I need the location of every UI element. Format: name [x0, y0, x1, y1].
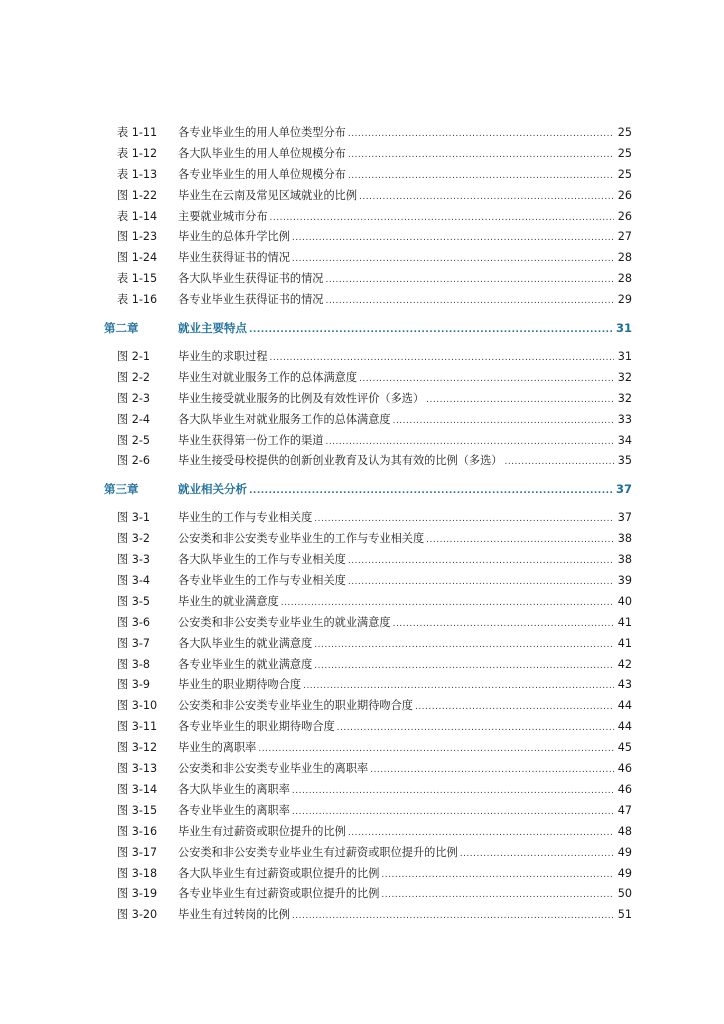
toc-entry[interactable] [104, 675, 632, 696]
entry-label: 图 3-8 [117, 657, 151, 671]
toc-entry[interactable] [104, 780, 632, 801]
entry-title: 公安类和非公安类专业毕业生的离职率 [178, 762, 369, 776]
entry-label: 图 3-14 [117, 782, 158, 796]
entry-title: 各大队毕业生的就业满意度 [178, 636, 313, 650]
dot-leader [270, 348, 614, 369]
entry-label: 图 3-17 [117, 845, 158, 859]
toc-entry[interactable] [104, 801, 632, 822]
dot-leader [292, 781, 614, 802]
toc-entry[interactable] [104, 696, 632, 717]
entry-label: 图 2-6 [117, 454, 151, 468]
entry-label: 表 1-15 [117, 272, 158, 286]
toc-entry[interactable] [104, 410, 632, 431]
entry-label: 图 3-6 [117, 615, 151, 629]
entry-label: 表 1-16 [117, 293, 158, 307]
page-number: 34 [617, 433, 632, 447]
dot-leader [359, 369, 614, 390]
entry-title: 各专业毕业生有过薪资或职位提升的比例 [178, 887, 380, 901]
entry-title: 主要就业城市分布 [178, 209, 268, 223]
toc-entry[interactable] [104, 290, 632, 311]
dot-leader [325, 432, 614, 453]
toc-entry[interactable] [104, 884, 632, 905]
entry-label: 图 2-5 [117, 433, 151, 447]
dot-leader [249, 481, 614, 502]
entry-title: 各专业毕业生的职业期待吻合度 [178, 720, 335, 734]
chapter-label: 第二章 [104, 321, 139, 336]
page-number: 37 [617, 511, 632, 525]
entry-label: 图 2-3 [117, 391, 151, 405]
entry-title: 毕业生获得证书的情况 [178, 251, 290, 265]
entry-label: 图 3-3 [117, 553, 151, 567]
dot-leader [314, 656, 614, 677]
entry-title: 毕业生有过薪资或职位提升的比例 [178, 824, 346, 838]
page-number: 37 [616, 482, 633, 497]
dot-leader [258, 739, 614, 760]
toc-entry[interactable] [104, 613, 632, 634]
entry-title: 毕业生有过转岗的比例 [178, 908, 290, 922]
entry-label: 表 1-11 [117, 126, 158, 139]
toc-entry[interactable] [104, 207, 632, 228]
dot-leader [348, 124, 614, 145]
toc-entry[interactable] [104, 738, 632, 759]
entry-title: 各专业毕业生获得证书的情况 [178, 293, 324, 307]
dot-leader [325, 291, 614, 312]
entry-label: 图 3-20 [117, 908, 158, 922]
dot-leader [381, 865, 614, 886]
toc-entry[interactable] [104, 634, 632, 655]
dot-leader [393, 614, 614, 635]
dot-leader [348, 572, 614, 593]
toc-entry[interactable] [104, 186, 632, 207]
page-number: 48 [617, 824, 632, 838]
entry-label: 图 2-2 [117, 370, 151, 384]
entry-label: 图 3-15 [117, 803, 158, 817]
entry-label: 表 1-12 [117, 146, 158, 160]
entry-title: 毕业生接受就业服务的比例及有效性评价（多选） [178, 391, 425, 405]
entry-label: 图 3-19 [117, 887, 158, 901]
entry-title: 各大队毕业生对就业服务工作的总体满意度 [178, 412, 391, 426]
entry-title: 各大队毕业生的用人单位规模分布 [178, 146, 346, 160]
page-number: 51 [617, 908, 632, 922]
entry-label: 图 3-1 [117, 511, 151, 525]
toc-entry[interactable] [104, 227, 632, 248]
dot-leader [348, 166, 614, 187]
entry-title: 毕业生的工作与专业相关度 [178, 511, 313, 525]
dot-leader [292, 228, 614, 249]
dot-leader [359, 187, 614, 208]
page-number: 46 [617, 782, 632, 796]
entry-title: 毕业生对就业服务工作的总体满意度 [178, 370, 358, 384]
dot-leader [348, 551, 614, 572]
dot-leader [460, 844, 614, 865]
entry-label: 表 1-13 [117, 167, 158, 181]
dot-leader [314, 635, 614, 656]
toc-entry[interactable] [104, 571, 632, 592]
page-number: 49 [617, 866, 632, 880]
dot-leader [426, 530, 614, 551]
page-number: 49 [617, 845, 632, 859]
entry-label: 图 3-11 [117, 720, 158, 734]
entry-title: 各大队毕业生有过薪资或职位提升的比例 [178, 866, 380, 880]
toc-entry[interactable] [104, 389, 632, 410]
page-number: 28 [617, 251, 632, 265]
entry-label: 图 3-7 [117, 636, 151, 650]
entry-title: 公安类和非公安类专业毕业生有过薪资或职位提升的比例 [178, 845, 458, 859]
chapter-title: 就业相关分析 [178, 482, 247, 497]
entry-label: 图 3-9 [117, 678, 151, 692]
page-number: 38 [617, 532, 632, 546]
dot-leader [314, 509, 614, 530]
toc-entry[interactable] [104, 864, 632, 885]
dot-leader [415, 697, 614, 718]
entry-title: 公安类和非公安类专业毕业生的职业期待吻合度 [178, 699, 413, 713]
page-number: 35 [617, 454, 632, 468]
dot-leader [504, 452, 614, 473]
toc-entry[interactable] [104, 717, 632, 738]
toc-entry[interactable] [104, 248, 632, 269]
entry-label: 图 1-23 [117, 230, 158, 244]
entry-label: 图 3-12 [117, 741, 158, 755]
page-number: 40 [617, 594, 632, 608]
page-number: 28 [617, 272, 632, 286]
entry-label: 图 3-13 [117, 762, 158, 776]
page-number: 39 [617, 574, 632, 588]
page-number: 25 [617, 126, 632, 139]
entry-title: 公安类和非公安类专业毕业生的工作与专业相关度 [178, 532, 425, 546]
page-number: 29 [617, 293, 632, 307]
entry-label: 图 1-24 [117, 251, 158, 265]
page-number: 33 [617, 412, 632, 426]
toc-entry[interactable] [104, 905, 632, 926]
page-number: 32 [617, 391, 632, 405]
entry-title: 公安类和非公安类专业毕业生的就业满意度 [178, 615, 391, 629]
entry-title: 各专业毕业生的离职率 [178, 803, 290, 817]
page-number: 25 [617, 146, 632, 160]
toc-entry[interactable] [104, 123, 632, 144]
entry-label: 表 1-14 [117, 209, 158, 223]
dot-leader [348, 145, 614, 166]
entry-title: 毕业生的离职率 [178, 741, 257, 755]
chapter-label: 第三章 [104, 482, 139, 497]
dot-leader [393, 411, 614, 432]
toc-chapter-heading[interactable] [104, 479, 632, 501]
toc-entry[interactable] [104, 431, 632, 452]
toc-chapter-heading[interactable] [104, 318, 632, 340]
dot-leader [381, 885, 614, 906]
entry-title: 各专业毕业生的用人单位规模分布 [178, 167, 346, 181]
toc-entry[interactable] [104, 269, 632, 290]
entry-label: 图 3-4 [117, 574, 151, 588]
entry-label: 图 2-1 [117, 350, 151, 364]
page-number: 26 [617, 209, 632, 223]
toc-entry[interactable] [104, 759, 632, 780]
toc-entry[interactable] [104, 550, 632, 571]
page-number: 38 [617, 553, 632, 567]
entry-label: 图 3-2 [117, 532, 151, 546]
chapter-title: 就业主要特点 [178, 321, 247, 336]
dot-leader [426, 390, 614, 411]
page-number: 42 [617, 657, 632, 671]
entry-title: 各大队毕业生的工作与专业相关度 [178, 553, 346, 567]
page-number: 41 [617, 636, 632, 650]
toc-entry[interactable] [104, 592, 632, 613]
entry-label: 图 3-18 [117, 866, 158, 880]
entry-title: 毕业生在云南及常见区域就业的比例 [178, 188, 358, 202]
toc-entry[interactable] [104, 529, 632, 550]
toc-entry[interactable] [104, 451, 632, 472]
page-number: 25 [617, 167, 632, 181]
page-number: 44 [617, 720, 632, 734]
dot-leader [270, 208, 614, 229]
entry-title: 各大队毕业生的离职率 [178, 782, 290, 796]
page-number: 46 [617, 762, 632, 776]
toc-entry[interactable] [104, 843, 632, 864]
dot-leader [292, 249, 614, 270]
page-number: 44 [617, 699, 632, 713]
page-number: 26 [617, 188, 632, 202]
entry-title: 毕业生获得第一份工作的渠道 [178, 433, 324, 447]
toc-entry[interactable] [104, 144, 632, 165]
entry-title: 各专业毕业生的就业满意度 [178, 657, 313, 671]
dot-leader [348, 823, 614, 844]
toc-entry[interactable] [104, 822, 632, 843]
entry-title: 各专业毕业生的工作与专业相关度 [178, 574, 346, 588]
dot-leader [292, 906, 614, 927]
toc-entry[interactable] [104, 368, 632, 389]
toc-entry[interactable] [104, 165, 632, 186]
entry-label: 图 2-4 [117, 412, 151, 426]
page-number: 32 [617, 370, 632, 384]
page-number: 27 [617, 230, 632, 244]
toc-entry[interactable] [104, 347, 632, 368]
toc-entry[interactable] [104, 508, 632, 529]
entry-title: 毕业生的职业期待吻合度 [178, 678, 302, 692]
entry-title: 各专业毕业生的用人单位类型分布 [178, 126, 346, 139]
dot-leader [303, 676, 614, 697]
page-number: 31 [617, 350, 632, 364]
page-number: 41 [617, 615, 632, 629]
page-number: 45 [617, 741, 632, 755]
page-number: 31 [616, 321, 633, 336]
toc-entry[interactable] [104, 655, 632, 676]
page-number: 47 [617, 803, 632, 817]
page-number: 43 [617, 678, 632, 692]
entry-label: 图 3-16 [117, 824, 158, 838]
page-number: 50 [617, 887, 632, 901]
entry-title: 毕业生的求职过程 [178, 350, 268, 364]
dot-leader [281, 593, 614, 614]
dot-leader [292, 802, 614, 823]
entry-label: 图 3-5 [117, 594, 151, 608]
entry-label: 图 1-22 [117, 188, 158, 202]
dot-leader [325, 270, 614, 291]
dot-leader [337, 718, 614, 739]
table-of-contents [104, 123, 632, 926]
dot-leader [249, 320, 614, 341]
dot-leader [370, 760, 614, 781]
entry-title: 各大队毕业生获得证书的情况 [178, 272, 324, 286]
entry-title: 毕业生的就业满意度 [178, 594, 279, 608]
entry-label: 图 3-10 [117, 699, 158, 713]
entry-title: 毕业生的总体升学比例 [178, 230, 290, 244]
entry-title: 毕业生接受母校提供的创新创业教育及认为其有效的比例（多选） [178, 454, 503, 468]
